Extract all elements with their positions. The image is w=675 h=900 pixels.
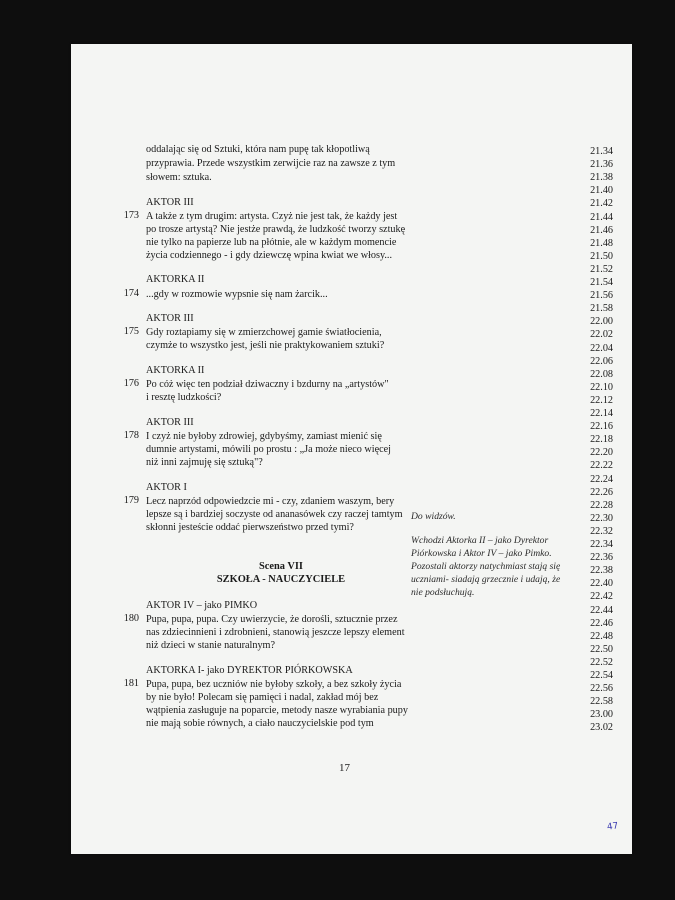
line-number: 179 xyxy=(123,495,139,506)
stage-direction-line: nie podsłuchują. xyxy=(411,587,475,598)
timecode: 22.26 xyxy=(590,486,613,498)
stage-direction-line: Pozostali aktorzy natychmiast stają się xyxy=(411,561,561,572)
timecode: 22.02 xyxy=(590,329,613,341)
timecode: 22.48 xyxy=(590,630,613,642)
text-line: dumnie artystami, mówili po prostu : „Ja może nieco więcej xyxy=(146,444,392,455)
text-line: nie tylko na papierze lub na płótnie, ale w każdym momencie xyxy=(146,237,397,248)
timecode: 21.44 xyxy=(590,211,613,223)
stage-direction-line: Piórkowska i Aktor IV – jako Pimko. xyxy=(411,548,552,559)
handwritten-mark: 47 xyxy=(606,821,620,833)
timecode: 22.10 xyxy=(590,381,613,393)
timecode: 22.00 xyxy=(590,316,613,328)
timecode: 22.06 xyxy=(590,355,613,367)
speaker-name: AKTOR I xyxy=(146,482,187,493)
text-line: po trosze artystą? Nie jestże prawdą, że ludzkość tworzy sztukę xyxy=(146,224,406,235)
line-number: 180 xyxy=(123,613,139,624)
text-line: by nie było! Polecam się pamięci i nadal, zakład mój bez xyxy=(146,692,379,703)
timecode: 21.58 xyxy=(590,303,613,315)
text-line: i resztę ludzkości? xyxy=(146,392,222,403)
timecode: 22.46 xyxy=(590,617,613,629)
text-line: niż inni zajmuję się sztuką"? xyxy=(146,457,263,468)
speaker-name: AKTOR IV – jako PIMKO xyxy=(146,600,258,611)
document-page xyxy=(71,44,632,854)
timecode: 22.50 xyxy=(590,643,613,655)
text-line: niż dzieci w stanie naturalnym? xyxy=(146,640,275,651)
text-line: ...gdy w rozmowie wypsnie się nam żarcik... xyxy=(146,289,328,300)
timecode: 22.08 xyxy=(590,368,613,380)
speaker-name: AKTOR III xyxy=(146,417,194,428)
timecode: 22.30 xyxy=(590,512,613,524)
stage-direction-line: Wchodzi Aktorka II – jako Dyrektor xyxy=(411,535,549,546)
text-line: lepsze są i bardziej soczyste od ananasówek czy raczej tamtym xyxy=(146,509,403,520)
speaker-name: AKTOR III xyxy=(146,313,194,324)
timecode: 22.34 xyxy=(590,539,613,550)
timecode: 21.40 xyxy=(590,185,613,197)
text-line: nas zdziecinnieni i zdrobnieni, stanowią jeszcze lepszy element xyxy=(146,627,405,638)
stage-direction-line: uczniami- siadają grzecznie i udają, że xyxy=(411,574,561,585)
text-line: wątpienia zasługuje na poparcie, metody nasze wyrabiania pupy xyxy=(146,705,408,716)
scene-subtitle: SZKOŁA - NAUCZYCIELE xyxy=(216,574,346,585)
text-line: Pupa, pupa, pupa. Czy uwierzycie, że dorośli, sztucznie przez xyxy=(146,614,398,625)
timecode: 21.42 xyxy=(590,198,613,210)
speaker-name: AKTORKA II xyxy=(146,365,205,376)
timecode: 22.04 xyxy=(590,342,613,354)
timecode: 22.40 xyxy=(590,578,613,590)
timecode: 23.00 xyxy=(590,709,613,721)
timecode: 21.48 xyxy=(590,237,613,249)
timecode: 23.02 xyxy=(590,722,613,734)
text-line: życia codziennego - i gdy dziewczę wpina kwiat we włosy... xyxy=(146,250,393,261)
timecode: 21.54 xyxy=(590,277,613,288)
line-number: 173 xyxy=(123,210,139,221)
stage-direction: Do widzów. xyxy=(411,511,456,522)
timecode: 22.24 xyxy=(590,473,613,485)
line-number: 174 xyxy=(123,288,139,299)
timecode: 22.16 xyxy=(590,421,613,433)
speaker-name: AKTORKA I- jako DYREKTOR PIÓRKOWSKA xyxy=(146,665,353,676)
text-line: I czyż nie byłoby zdrowiej, gdybyśmy, zamiast mienić się xyxy=(146,431,382,442)
line-number: 176 xyxy=(123,378,139,389)
timecode: 21.52 xyxy=(590,263,613,275)
timecode: 22.36 xyxy=(590,552,613,564)
timecode: 21.56 xyxy=(590,290,613,302)
text-line: nie mają sobie równych, a ciało nauczycielskie pod tym xyxy=(146,718,374,729)
timecode: 21.46 xyxy=(590,224,613,236)
text-line: Po cóż więc ten podział dziwaczny i bzdurny na „artystów" xyxy=(146,379,389,390)
text-line: skłonni jesteście oddać pierwszeństwo przed tymi? xyxy=(146,522,354,533)
line-number: 175 xyxy=(123,326,139,337)
timecode: 22.12 xyxy=(590,394,613,406)
text-line: oddalając się od Sztuki, która nam pupę tak kłopotliwą xyxy=(146,144,370,155)
text-line: Lecz naprzód odpowiedzcie mi - czy, zdaniem waszym, bery xyxy=(146,496,395,507)
timecode: 21.36 xyxy=(590,159,613,171)
timecode: 22.54 xyxy=(590,670,613,681)
timecode: 22.18 xyxy=(590,434,613,446)
speaker-name: AKTORKA II xyxy=(146,274,205,285)
text-line: przyprawia. Przede wszystkim zerwijcie raz na zawsze z tym xyxy=(146,158,396,169)
speaker-name: AKTOR III xyxy=(146,197,194,208)
timecode: 22.20 xyxy=(590,447,613,459)
timecode: 22.56 xyxy=(590,683,613,695)
timecode: 22.32 xyxy=(590,525,613,537)
text-line: słowem: sztuka. xyxy=(146,172,212,183)
text-line: Gdy roztapiamy się w zmierzchowej gamie światłocienia, xyxy=(146,327,382,338)
timecode: 22.14 xyxy=(590,408,613,419)
text-line: czymże to wszystko jest, jeśli nie praktykowaniem sztuki? xyxy=(146,340,385,351)
timecode: 22.52 xyxy=(590,656,613,668)
line-number: 181 xyxy=(123,678,139,689)
line-number: 178 xyxy=(123,430,139,441)
scene-title: Scena VII xyxy=(259,561,303,572)
timecode: 22.28 xyxy=(590,499,613,511)
timecode: 21.34 xyxy=(590,146,613,157)
timecode: 22.42 xyxy=(590,591,613,603)
timecode: 22.44 xyxy=(590,604,613,616)
timecode: 22.58 xyxy=(590,696,613,708)
text-line: A także z tym drugim: artysta. Czyż nie jest tak, że każdy jest xyxy=(146,211,398,222)
timecode: 21.38 xyxy=(590,172,613,184)
text-line: Pupa, pupa, bez uczniów nie byłoby szkoły, a bez szkoły życia xyxy=(146,679,402,690)
page-number: 17 xyxy=(339,762,350,774)
timecode: 21.50 xyxy=(590,250,613,262)
timecode: 22.22 xyxy=(590,460,613,472)
timecode: 22.38 xyxy=(590,565,613,577)
